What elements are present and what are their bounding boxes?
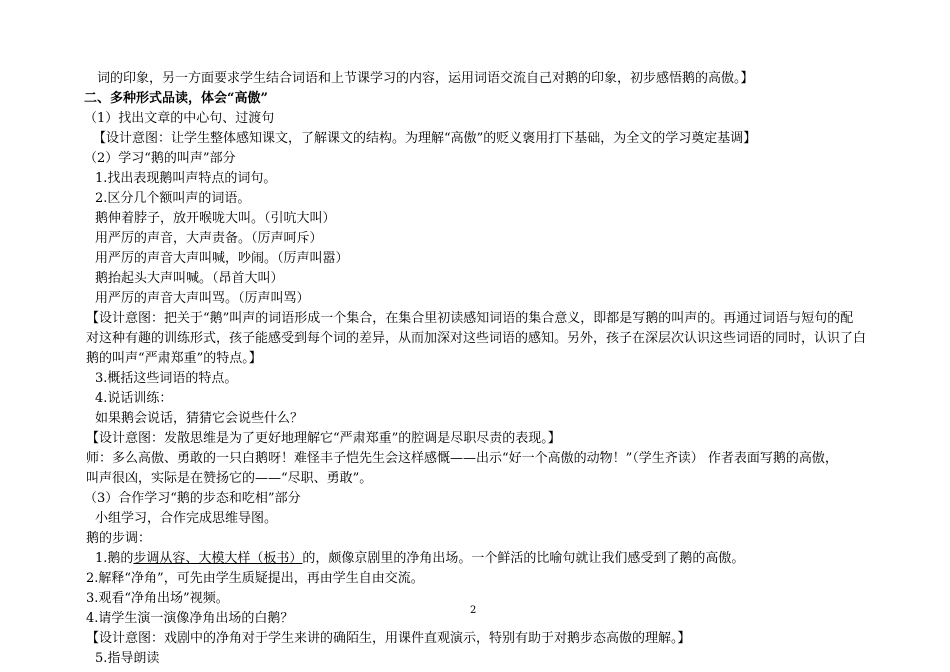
list-item: 5.指导朗读 <box>95 651 160 666</box>
list-item: 2.区分几个额叫声的词语。 <box>95 191 251 206</box>
list-item: 3.概括这些词语的特点。 <box>95 371 238 386</box>
list-item: 3.观看“净角出场”视频。 <box>86 591 229 606</box>
list-item: 4.请学生演一演像净角出场的白鹅？ <box>86 611 294 626</box>
design-intent-note: 【设计意图：让学生整体感知课文，了解课文的结构。为理解“高傲”的贬义褒用打下基础，为全文的学习奠定基调】 <box>93 131 757 146</box>
gait-suffix: 的，颇像京剧里的净角出场。一个鲜活的比喻句就让我们感受到了鹅的高傲。 <box>302 551 745 566</box>
text-line: 用严厉的声音，大声责备。（厉声呵斥） <box>95 231 323 246</box>
text-line: 鹅的步调： <box>86 531 152 546</box>
design-intent-note: 【设计意图：把关于“鹅”叫声的词语形成一个集合，在集合里初读感知词语的集合意义，即都是写鹅的叫声的。再通过词语与短句的配 <box>86 311 854 326</box>
subsection-heading: （3）合作学习“鹅的步态和吃相”部分 <box>84 491 301 506</box>
text-line: 鹅抬起头大声叫喊。（昂首大叫） <box>95 271 284 286</box>
text-line: 词的印象，另一方面要求学生结合词语和上节课学习的内容，运用词语交流自己对鹅的印象，初步感悟鹅的高傲。】 <box>97 71 754 86</box>
section-heading: 二、多种形式品读，体会“高傲” <box>84 91 268 106</box>
text-line: 用严厉的声音大声叫骂。（厉声叫骂） <box>95 291 310 306</box>
gait-underlined-phrase: 步调从容、大模大样（板书） <box>133 551 303 566</box>
subsection-heading: （2）学习“鹅的叫声”部分 <box>84 151 236 166</box>
text-line: 对这种有趣的训练形式，孩子能感受到每个词的差异，从而加深对这些词语的感知。另外，孩子在深层次认识这些词语的同时，认识了白 <box>86 331 867 346</box>
text-line: 叫声很凶，实际是在赞扬它的——“尽职、勇敢”。 <box>86 471 373 486</box>
text-line: 用严厉的声音大声叫喊，吵闹。（厉声叫嚣） <box>95 251 349 266</box>
gait-line <box>95 550 744 567</box>
design-intent-note: 【设计意图：发散思维是为了更好地理解它“严肃郑重”的腔调是尽职尽责的表现。】 <box>86 431 561 446</box>
text-line: 鹅伸着脖子，放开喉咙大叫。（引吭大叫） <box>95 211 336 226</box>
list-item: 2.解释“净角”，可先由学生质疑提出，再由学生自由交流。 <box>86 571 424 586</box>
list-item: 4.说话训练： <box>95 391 173 406</box>
page-number: 2 <box>470 605 477 616</box>
text-line: 鹅的叫声“严肃郑重”的特点。】 <box>86 351 262 366</box>
text-line: 小组学习，合作完成思维导图。 <box>95 511 278 526</box>
text-line: 师：多么高傲、勇敢的一只白鹅呀！难怪丰子恺先生会这样感慨——出示“好一个高傲的动物！”（学生齐读） 作者表面写鹅的高傲， <box>86 451 838 466</box>
gait-prefix: 1.鹅的 <box>95 551 134 566</box>
list-item: 1.找出表现鹅叫声特点的词句。 <box>95 171 277 186</box>
text-line: 如果鹅会说话，猜猜它会说些什么？ <box>95 411 304 426</box>
subsection-heading: （1）找出文章的中心句、过渡句 <box>84 111 275 126</box>
design-intent-note: 【设计意图：戏剧中的净角对于学生来讲的确陌生，用课件直观演示，特别有助于对鹅步态高傲的理解。】 <box>86 631 691 646</box>
